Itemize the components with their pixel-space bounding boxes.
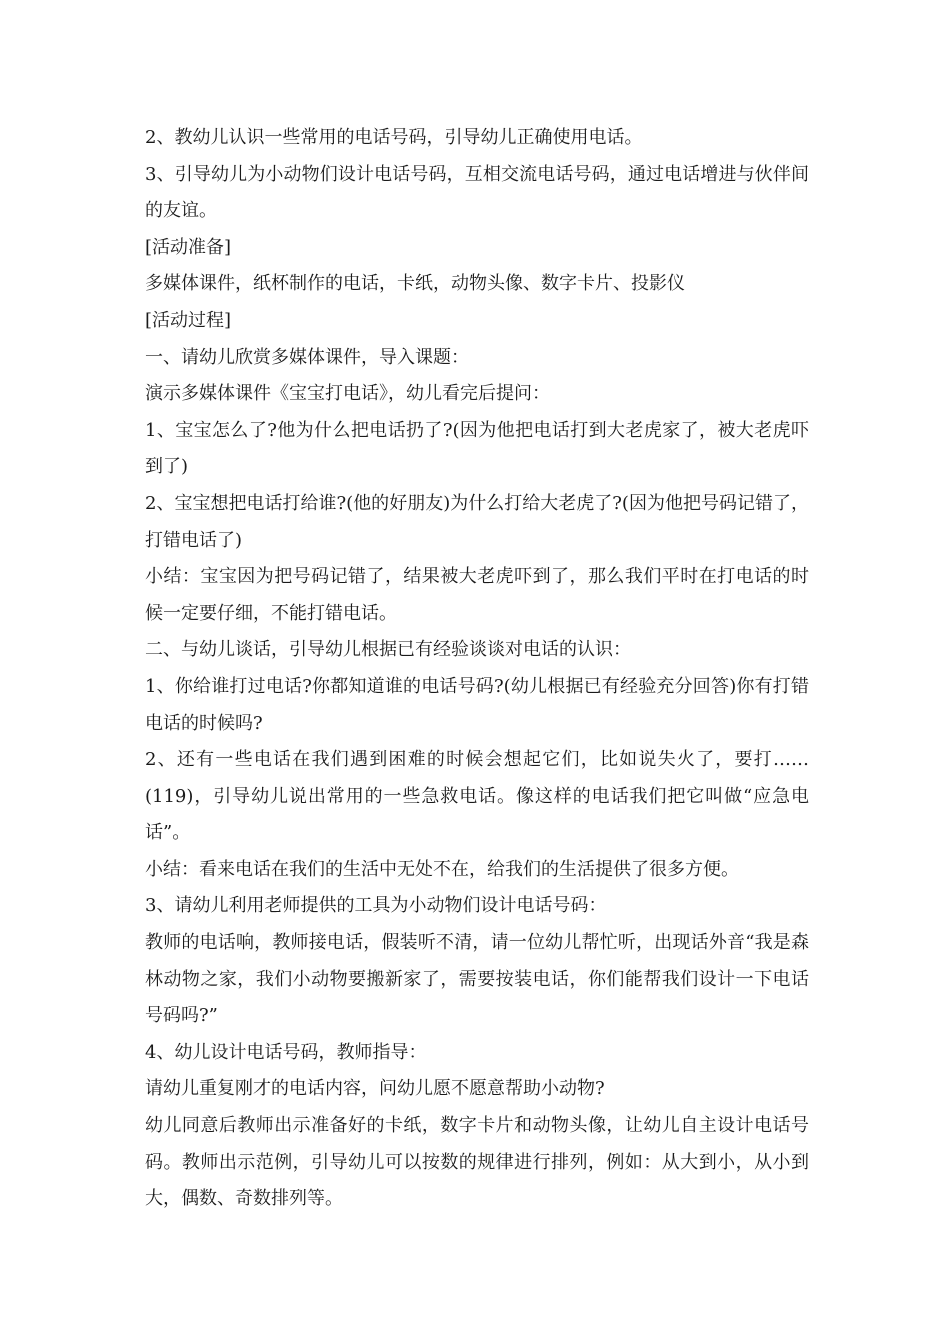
paragraph-talk-1: 1、你给谁打过电话?你都知道谁的电话号码?(幼儿根据已有经验充分回答)你有打错电话的时候吗? [145, 675, 809, 734]
paragraph-question-2: 2、宝宝想把电话打给谁?(他的好朋友)为什么打给大老虎了?(因为他把号码记错了，打错电话了) [145, 492, 809, 551]
paragraph-goal-2: 2、教幼儿认识一些常用的电话号码，引导幼儿正确使用电话。 [145, 127, 643, 148]
paragraph-summary-2: 小结：看来电话在我们的生活中无处不在，给我们的生活提供了很多方便。 [145, 858, 739, 880]
document-body [145, 120, 809, 1218]
paragraph-summary-1: 小结：宝宝因为把号码记错了，结果被大老虎吓到了，那么我们平时在打电话的时候一定要仔细，不能打错电话。 [145, 566, 809, 624]
paragraph-materials: 多媒体课件，纸杯制作的电话，卡纸，动物头像、数字卡片、投影仪 [145, 273, 685, 295]
paragraph-question-1: 1、宝宝怎么了?他为什么把电话扔了?(因为他把电话打到大老虎家了，被大老虎吓到了) [145, 419, 809, 478]
paragraph-courseware: 演示多媒体课件《宝宝打电话》，幼儿看完后提问： [145, 383, 550, 405]
section-heading-process: [活动过程] [145, 309, 232, 331]
section-heading-preparation: [活动准备] [145, 236, 232, 258]
paragraph-talk-2: 2、还有一些电话在我们遇到困难的时候会想起它们，比如说失火了，要打……(119)，引导幼儿说出常用的一些急救电话。像这样的电话我们把它叫做“应急电话”。 [145, 749, 809, 844]
paragraph-repeat: 请幼儿重复刚才的电话内容，问幼儿愿不愿意帮助小动物? [145, 1078, 605, 1100]
paragraph-design: 幼儿同意后教师出示准备好的卡纸，数字卡片和动物头像，让幼儿自主设计电话号码。教师出示范例，引导幼儿可以按数的规律进行排列，例如：从大到小，从小到大，偶数、奇数排列等。 [145, 1115, 809, 1210]
paragraph-goal-3: 3、引导幼儿为小动物们设计电话号码，互相交流电话号码，通过电话增进与伙伴间的友谊。 [145, 163, 809, 222]
paragraph-step-1: 一、请幼儿欣赏多媒体课件，导入课题： [145, 346, 469, 368]
paragraph-step-3: 3、请幼儿利用老师提供的工具为小动物们设计电话号码： [145, 895, 607, 917]
paragraph-step-4: 4、幼儿设计电话号码，教师指导： [145, 1041, 427, 1063]
paragraph-step-2: 二、与幼儿谈话，引导幼儿根据已有经验谈谈对电话的认识： [145, 639, 631, 661]
paragraph-phone-call: 教师的电话响，教师接电话，假装听不清，请一位幼儿帮忙听，出现话外音“我是森林动物之家，我们小动物要搬新家了，需要按装电话，你们能帮我们设计一下电话号码吗?” [145, 932, 809, 1027]
